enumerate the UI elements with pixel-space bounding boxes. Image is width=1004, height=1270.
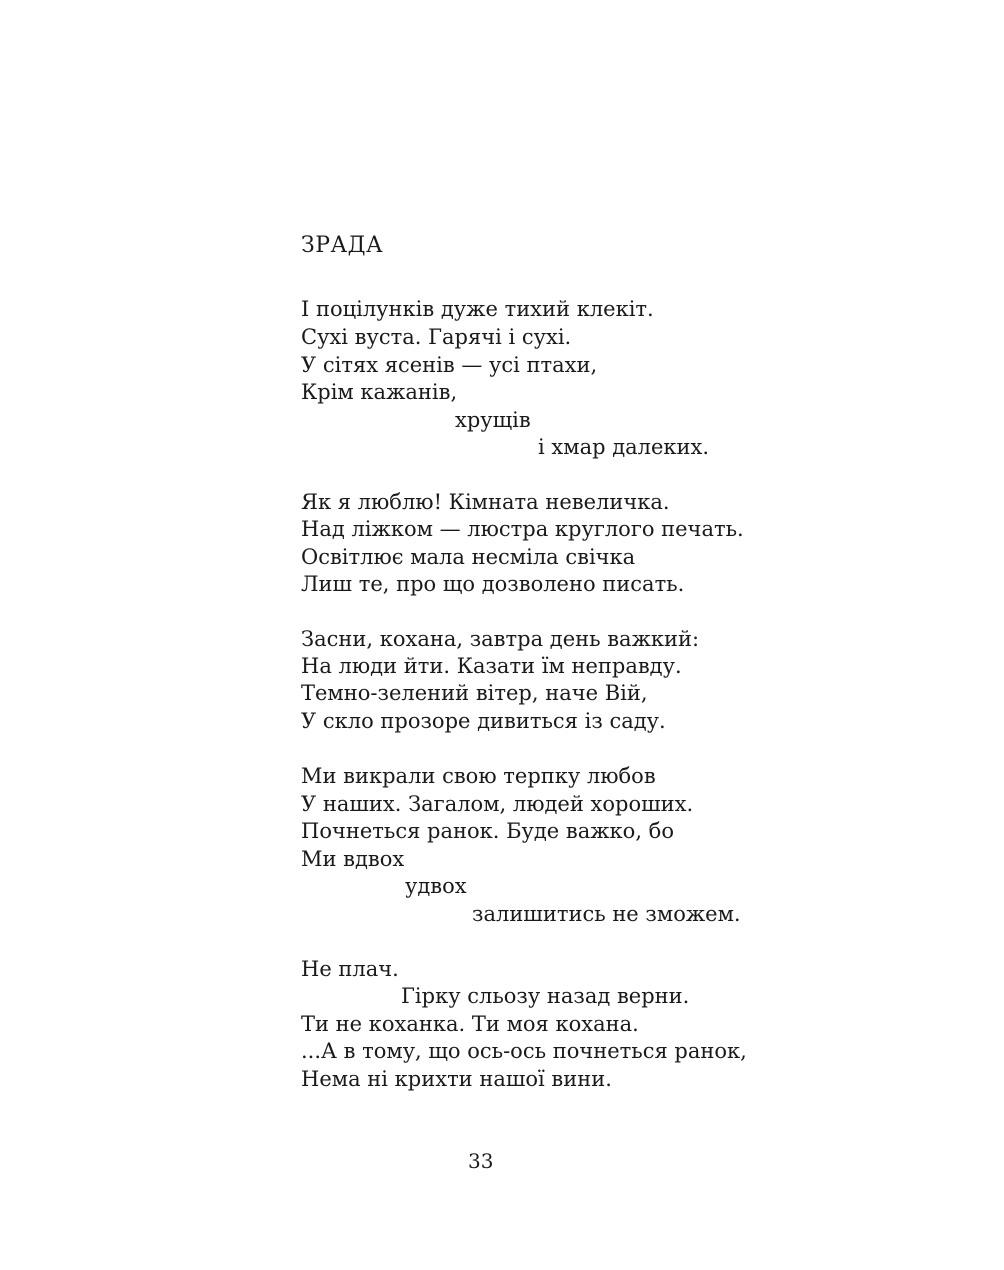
poem-line: Сухі вуста. Гарячі і сухі. <box>301 325 572 349</box>
poem-line: Темно-зелений вітер, наче Вій, <box>301 681 648 705</box>
poem-line: удвох <box>405 874 467 898</box>
poem-line: Гірку сльозу назад верни. <box>401 984 690 1008</box>
poem-line: ...А в тому, що ось-ось почнеться ранок, <box>301 1039 747 1063</box>
poem-line: Лиш те, про що дозволено писать. <box>301 572 685 596</box>
poem-line: Ми вдвох <box>301 847 405 871</box>
poem-line: У скло прозоре дивиться із саду. <box>301 709 666 733</box>
poem-line: У наших. Загалом, людей хороших. <box>301 792 694 816</box>
poem-line: Над ліжком — люстра круглого печать. <box>301 517 744 541</box>
poem-line: Нема ні крихти нашої вини. <box>301 1067 612 1091</box>
poem-line: хрущів <box>455 408 531 432</box>
page-number: 33 <box>468 1149 494 1173</box>
poem-line: На люди йти. Казати їм неправду. <box>301 654 682 678</box>
poem-line: Крім кажанів, <box>301 380 458 404</box>
poem-line: Ми викрали свою терпку любов <box>301 764 656 788</box>
poem-line: Ти не коханка. Ти моя кохана. <box>301 1012 639 1036</box>
poem-line: залишитись не зможем. <box>472 902 741 926</box>
poem-line: Освітлює мала несміла свічка <box>301 545 636 569</box>
poem-line: і хмар далеких. <box>538 435 710 459</box>
poem-line: І поцілунків дуже тихий клекіт. <box>301 297 654 321</box>
poem-line: У сітях ясенів — усі птахи, <box>301 353 598 377</box>
poem-line: Засни, кохана, завтра день важкий: <box>301 627 700 651</box>
poem-title: ЗРАДА <box>301 233 384 258</box>
poem-line: Як я люблю! Кімната невеличка. <box>301 490 670 514</box>
poem-line: Почнеться ранок. Буде важко, бо <box>301 819 674 843</box>
poem-line: Не плач. <box>301 957 399 981</box>
